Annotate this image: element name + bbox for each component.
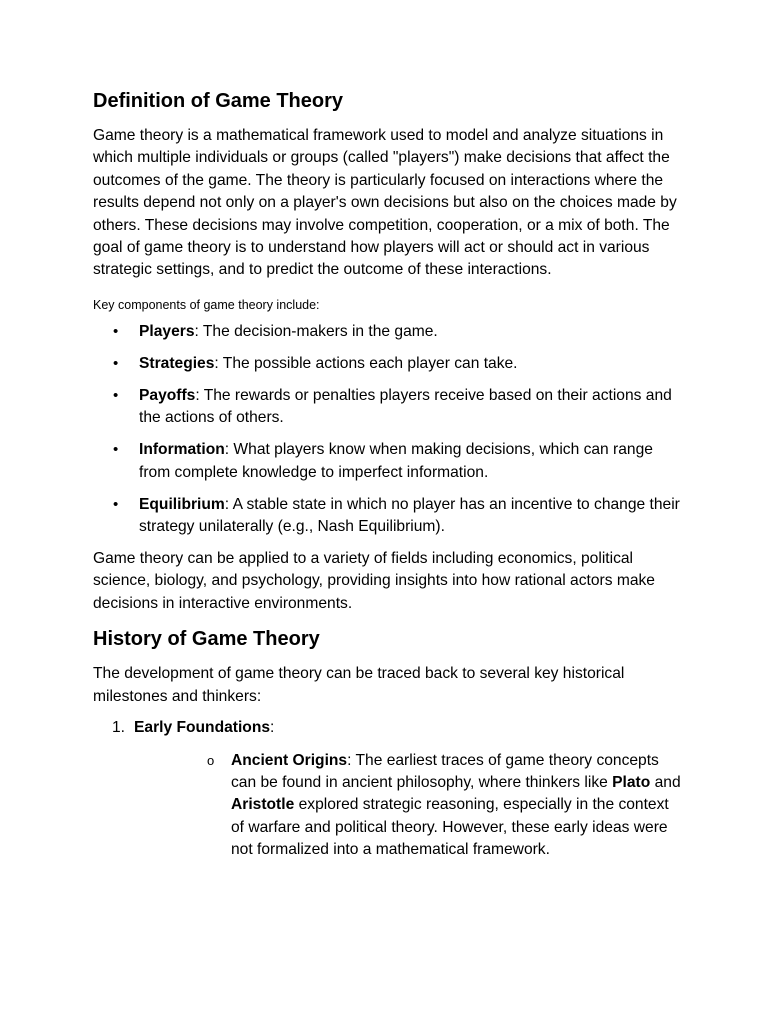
subitem-text: : The earliest traces of game theory concepts can be found in ancient philosophy, where thinkers like	[231, 751, 659, 791]
subitem-name: Aristotle	[231, 796, 295, 814]
component-text: : The rewards or penalties players receive based on their actions and the actions of others.	[139, 386, 672, 427]
list-item	[93, 385, 683, 430]
list-item	[93, 353, 683, 375]
list-number: 1.	[112, 719, 126, 737]
components-intro: Key components of game theory include:	[93, 297, 320, 312]
definition-summary: Game theory can be applied to a variety of fields including economics, political science, biology, and psychology, providing insights into how rational actors make decisions in interactive environments.	[93, 550, 655, 612]
history-heading: History of Game Theory	[93, 628, 320, 651]
component-term: Payoffs	[139, 386, 196, 404]
history-item-suffix: :	[270, 719, 275, 737]
component-term: Equilibrium	[139, 495, 225, 513]
history-item-title: Early Foundations	[134, 719, 271, 737]
component-term: Information	[139, 441, 225, 459]
component-text: : What players know when making decisions, which can range from complete knowledge to imperfect information.	[139, 441, 653, 481]
component-term: Strategies	[139, 354, 215, 372]
components-list	[93, 321, 683, 539]
list-item	[93, 717, 683, 861]
circle-bullet-icon: o	[207, 752, 215, 768]
component-text: : A stable state in which no player has an incentive to change their strategy unilaterally (e.g., Nash Equilibrium).	[139, 495, 680, 536]
history-sublist	[134, 750, 683, 862]
subitem-name: Plato	[612, 773, 651, 791]
history-list	[93, 717, 683, 861]
subitem-text: explored strategic reasoning, especially in the context of warfare and political theory. However, these early ideas were not formalized into a mathematical framework.	[231, 796, 669, 859]
bullet-icon: •	[113, 354, 119, 372]
definition-paragraph: Game theory is a mathematical framework used to model and analyze situations in which multiple individuals or groups (called "players") make decisions that affect the outcomes of the game. The theory is particularly focused on interactions where the results depend not only on a player's own decisions but also on the choices made by others. These decisions may involve competition, cooperation, or a mix of both. The goal of game theory is to understand how players will act or should act in various strategic settings, and to predict the outcome of these interactions.	[93, 127, 677, 279]
document-body	[93, 87, 683, 862]
subitem-term: Ancient Origins	[231, 751, 348, 769]
list-item	[93, 321, 683, 343]
component-text: : The possible actions each player can take.	[214, 354, 518, 372]
bullet-icon: •	[113, 495, 119, 513]
bullet-icon: •	[113, 386, 119, 404]
subitem-text: and	[650, 773, 681, 791]
component-term: Players	[139, 322, 195, 340]
bullet-icon: •	[113, 322, 119, 340]
list-item	[190, 750, 683, 862]
bullet-icon: •	[113, 441, 119, 459]
history-intro: The development of game theory can be traced back to several key historical milestones and thinkers:	[93, 665, 625, 705]
list-item	[93, 494, 683, 539]
component-text: : The decision-makers in the game.	[194, 322, 438, 340]
list-item	[93, 439, 683, 484]
definition-heading: Definition of Game Theory	[93, 90, 344, 112]
